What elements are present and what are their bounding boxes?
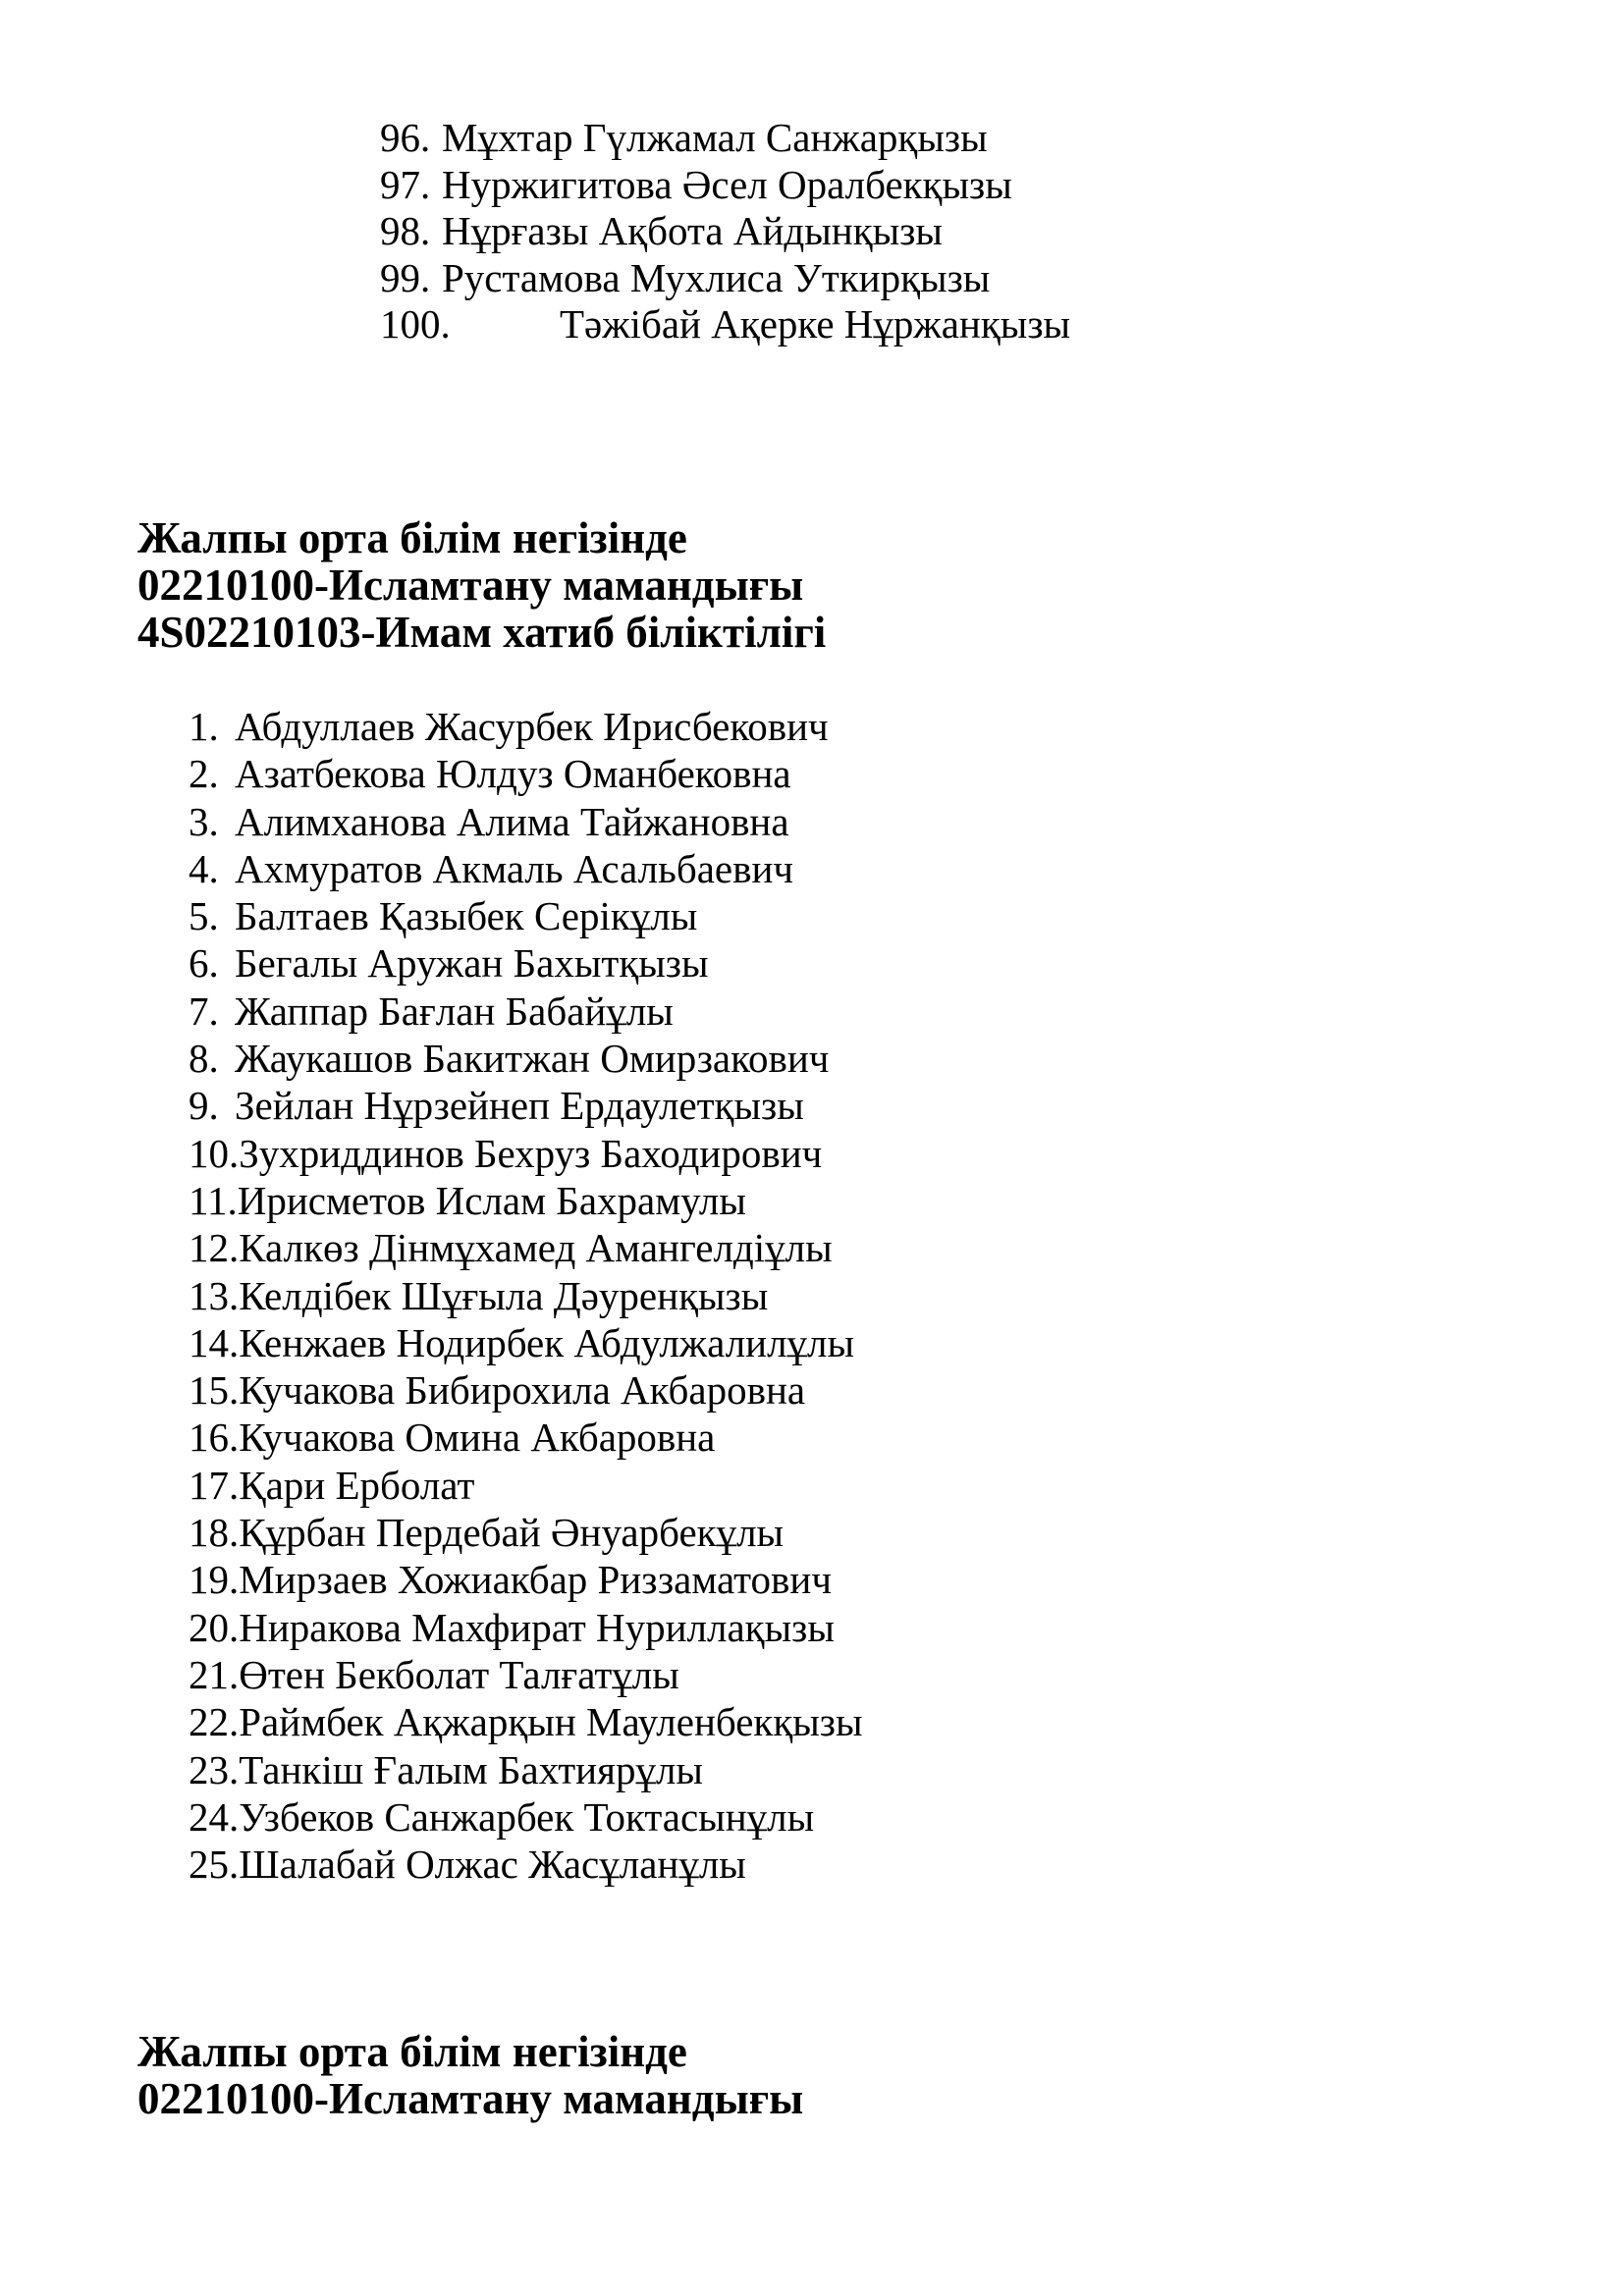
list-item <box>189 892 863 939</box>
list-item-name: Азатбекова Юлдуз Оманбековна <box>235 751 791 797</box>
list-item <box>380 162 1070 209</box>
section1-name-list <box>189 703 863 1888</box>
list-item <box>189 750 863 797</box>
list-item-number: 13. <box>189 1272 240 1318</box>
list-item-number: 100. <box>380 301 451 347</box>
section1-heading <box>137 514 826 656</box>
heading-line: 02210100-Исламтану мамандығы <box>137 2074 804 2123</box>
list-item-number: 17. <box>189 1462 240 1508</box>
list-item <box>189 703 863 750</box>
list-item-number: 18. <box>189 1510 240 1556</box>
list-item-name: Тәжібай Ақерке Нұржанқызы <box>560 301 1071 347</box>
list-item-name: Келдібек Шұғыла Дәуренқызы <box>239 1272 769 1318</box>
list-item <box>380 115 1070 162</box>
list-item-name: Кучакова Омина Акбаровна <box>239 1415 716 1461</box>
list-item <box>189 1366 863 1414</box>
list-item-name: Ирисметов Ислам Бахрамулы <box>237 1177 746 1223</box>
list-item-name: Калкөз Дінмұхамед Амангелдіұлы <box>239 1225 833 1271</box>
list-item <box>189 1130 863 1177</box>
list-item-name: Зухриддинов Бехруз Баходирович <box>239 1130 823 1176</box>
list-item-number: 19. <box>189 1557 240 1603</box>
list-item-name: Құрбан Пердебай Әнуарбекұлы <box>239 1510 785 1556</box>
list-item <box>189 1746 863 1793</box>
list-item-number: 8. <box>189 1036 219 1082</box>
list-item-name: Мирзаев Хожиакбар Риззаматович <box>239 1557 832 1603</box>
list-item-number: 9. <box>189 1083 219 1129</box>
list-item-number: 10. <box>189 1130 240 1176</box>
heading-line: Жалпы орта білім негізінде <box>137 2027 687 2076</box>
list-item <box>189 845 863 892</box>
list-item-name: Кучакова Бибирохила Акбаровна <box>239 1367 806 1414</box>
list-item-name: Өтен Бекболат Талғатұлы <box>239 1651 679 1697</box>
list-item <box>189 1604 863 1651</box>
list-item-name: Рустамова Мухлиса Уткирқызы <box>442 254 991 300</box>
list-item-number: 15. <box>189 1367 240 1414</box>
list-item-number: 97. <box>380 161 431 207</box>
list-item-number: 5. <box>189 893 219 939</box>
list-item-number: 99. <box>380 254 431 300</box>
list-item <box>189 1319 863 1366</box>
list-item-name: Нуржигитова Әсел Оралбекқызы <box>442 161 1012 207</box>
list-item-number: 20. <box>189 1604 240 1650</box>
list-item-number: 16. <box>189 1415 240 1461</box>
list-item-number: 4. <box>189 845 219 891</box>
list-item <box>189 1651 863 1698</box>
list-item-name: Танкіш Ғалым Бахтиярұлы <box>239 1746 703 1792</box>
list-item-number: 6. <box>189 940 219 987</box>
list-item-name: Абдуллаев Жасурбек Ирисбекович <box>235 704 829 749</box>
list-item <box>189 1509 863 1556</box>
list-item <box>189 1793 863 1841</box>
list-item-number: 3. <box>189 798 219 844</box>
list-item <box>380 301 1070 348</box>
list-item-number: 96. <box>380 115 431 160</box>
list-item <box>189 939 863 987</box>
list-item-name: Жаукашов Бакитжан Омирзакович <box>235 1036 830 1082</box>
list-item-number: 11. <box>189 1177 238 1223</box>
list-item-name: Узбеков Санжарбек Токтасынұлы <box>239 1793 815 1840</box>
list-item <box>189 1082 863 1129</box>
list-item-name: Ниракова Махфират Нуриллақызы <box>239 1604 835 1650</box>
list-item-name: Нұрғазы Ақбота Айдынқызы <box>442 208 943 253</box>
heading-line: 4S02210103-Имам хатиб біліктілігі <box>137 608 827 657</box>
list-item <box>189 1035 863 1082</box>
list-item-name: Ахмуратов Акмаль Асальбаевич <box>235 845 794 891</box>
list-item-number: 22. <box>189 1699 240 1745</box>
list-item <box>189 1224 863 1271</box>
list-item <box>189 1462 863 1509</box>
list-item-name: Қари Ерболат <box>239 1462 475 1508</box>
list-item-name: Жаппар Бағлан Бабайұлы <box>235 988 674 1034</box>
list-item-name: Шалабай Олжас Жасұланұлы <box>239 1842 746 1888</box>
list-item-name: Раймбек Ақжарқын Мауленбекқызы <box>239 1699 863 1745</box>
list-item <box>189 798 863 845</box>
list-item <box>189 988 863 1035</box>
list-item-name: Алимханова Алима Тайжановна <box>235 798 789 844</box>
list-item-number: 1. <box>189 704 219 749</box>
list-item <box>380 255 1070 302</box>
list-item-number: 12. <box>189 1225 240 1271</box>
list-item <box>189 1698 863 1745</box>
heading-line: Жалпы орта білім негізінде <box>137 513 687 562</box>
list-item <box>189 1414 863 1461</box>
list-item-number: 14. <box>189 1319 240 1365</box>
list-item <box>189 1556 863 1603</box>
continued-name-list <box>380 115 1070 348</box>
heading-line: 02210100-Исламтану мамандығы <box>137 561 804 610</box>
list-item-name: Мұхтар Гүлжамал Санжарқызы <box>442 115 988 160</box>
list-item-name: Зейлан Нұрзейнеп Ердаулетқызы <box>235 1083 804 1129</box>
section2-heading <box>137 2028 803 2122</box>
list-item-name: Кенжаев Нодирбек Абдулжалилұлы <box>239 1319 855 1365</box>
list-item <box>380 208 1070 255</box>
list-item-name: Балтаев Қазыбек Серікұлы <box>235 893 698 939</box>
list-item <box>189 1272 863 1319</box>
list-item-number: 25. <box>189 1842 240 1888</box>
list-item-name: Бегалы Аружан Бахытқызы <box>235 940 709 987</box>
list-item-number: 7. <box>189 988 219 1034</box>
list-item-number: 23. <box>189 1746 240 1792</box>
list-item-number: 2. <box>189 751 219 797</box>
list-item <box>189 1177 863 1224</box>
list-item <box>189 1841 863 1888</box>
list-item-number: 98. <box>380 208 431 253</box>
list-item-number: 24. <box>189 1793 240 1840</box>
list-item-number: 21. <box>189 1651 240 1697</box>
